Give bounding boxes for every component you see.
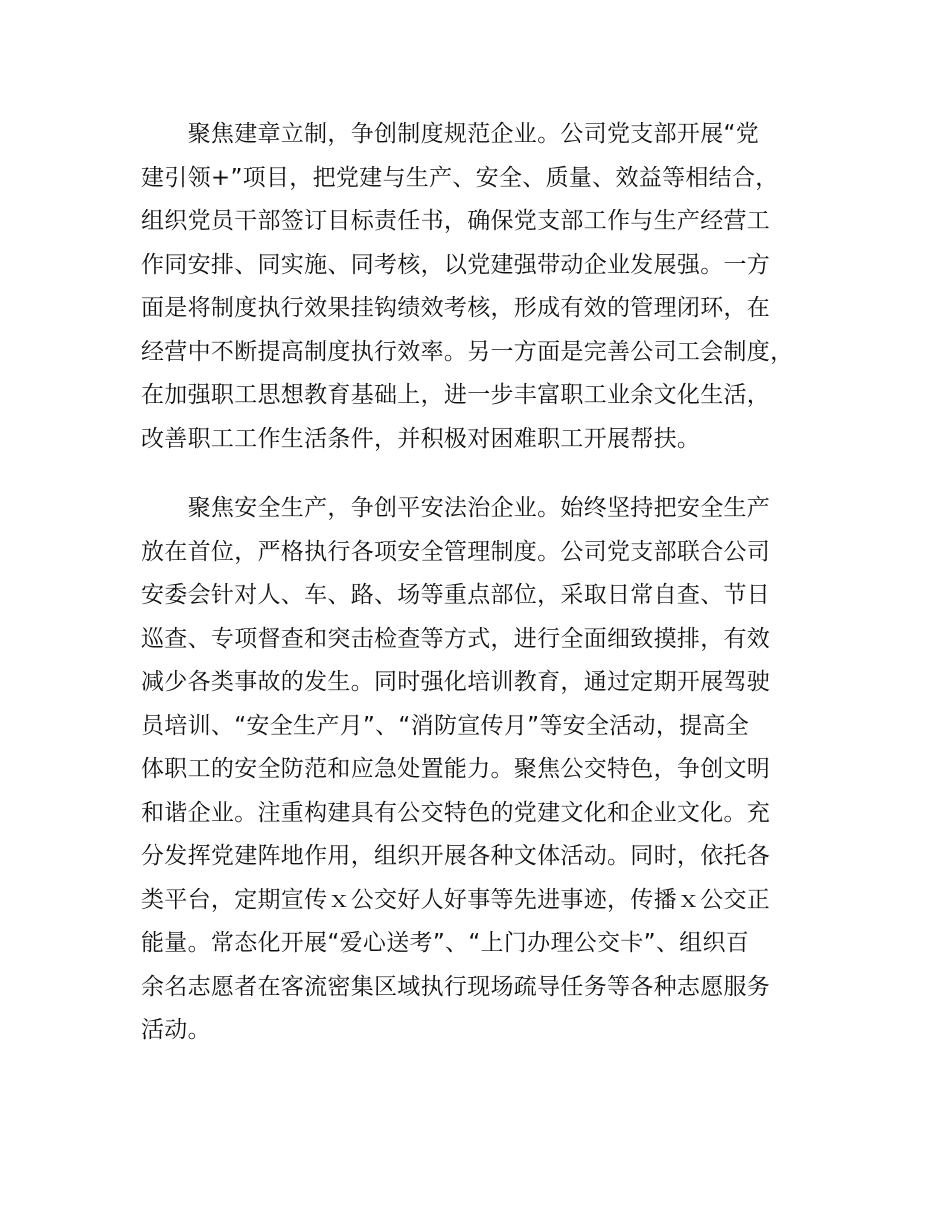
text-line: 体职工的安全防范和应急处置能力。聚焦公交特色，争创文明 <box>141 756 771 782</box>
text-line: 聚焦建章立制，争创制度规范企业。公司党支部开展“党 <box>141 121 760 147</box>
text-line: 分发挥党建阵地作用，组织开展各种文体活动。同时，依托各 <box>141 843 771 869</box>
text-line: 组织党员干部签订目标责任书，确保党支部工作与生产经营工 <box>141 208 771 234</box>
text-line: 能量。常态化开展“爱心送考”、“上门办理公交卡”、组织百 <box>141 930 750 956</box>
text-line: 余名志愿者在客流密集区域执行现场疏导任务等各种志愿服务 <box>141 973 771 1000</box>
text-line: 在加强职工思想教育基础上，进一步丰富职工业余文化生活， <box>141 382 771 408</box>
document-body <box>141 113 841 1053</box>
paragraph-party-building <box>141 113 841 461</box>
text-line: 放在首位，严格执行各项安全管理制度。公司党支部联合公司 <box>141 538 771 565</box>
text-line: 作同安排、同实施、同考核，以党建强带动企业发展强。一方 <box>141 251 771 278</box>
text-line: 员培训、“安全生产月”、“消防宣传月”等安全活动，提高全 <box>141 712 750 739</box>
text-line: 巡查、专项督查和突击检查等方式，进行全面细致摸排，有效 <box>141 625 771 652</box>
paragraph-safety-production <box>141 487 841 1053</box>
text-line: 类平台，定期宣传ｘ公交好人好事等先进事迹，传播ｘ公交正 <box>141 886 771 913</box>
text-line: 安委会针对人、车、路、场等重点部位，采取日常自查、节日 <box>141 582 771 608</box>
text-line: 聚焦安全生产，争创平安法治企业。始终坚持把安全生产 <box>141 495 771 521</box>
text-line: 减少各类事故的发生。同时强化培训教育，通过定期开展驾驶 <box>141 669 771 695</box>
text-line: 活动。 <box>141 1017 211 1043</box>
text-line: 和谐企业。注重构建具有公交特色的党建文化和企业文化。充 <box>141 799 771 826</box>
text-line: 面是将制度执行效果挂钩绩效考核，形成有效的管理闭环，在 <box>141 295 771 321</box>
text-line: 建引领+”项目，把党建与生产、安全、质量、效益等相结合， <box>141 164 779 191</box>
text-line: 经营中不断提高制度执行效率。另一方面是完善公司工会制度， <box>141 338 794 365</box>
text-line: 改善职工工作生活条件，并积极对困难职工开展帮扶。 <box>141 425 701 452</box>
